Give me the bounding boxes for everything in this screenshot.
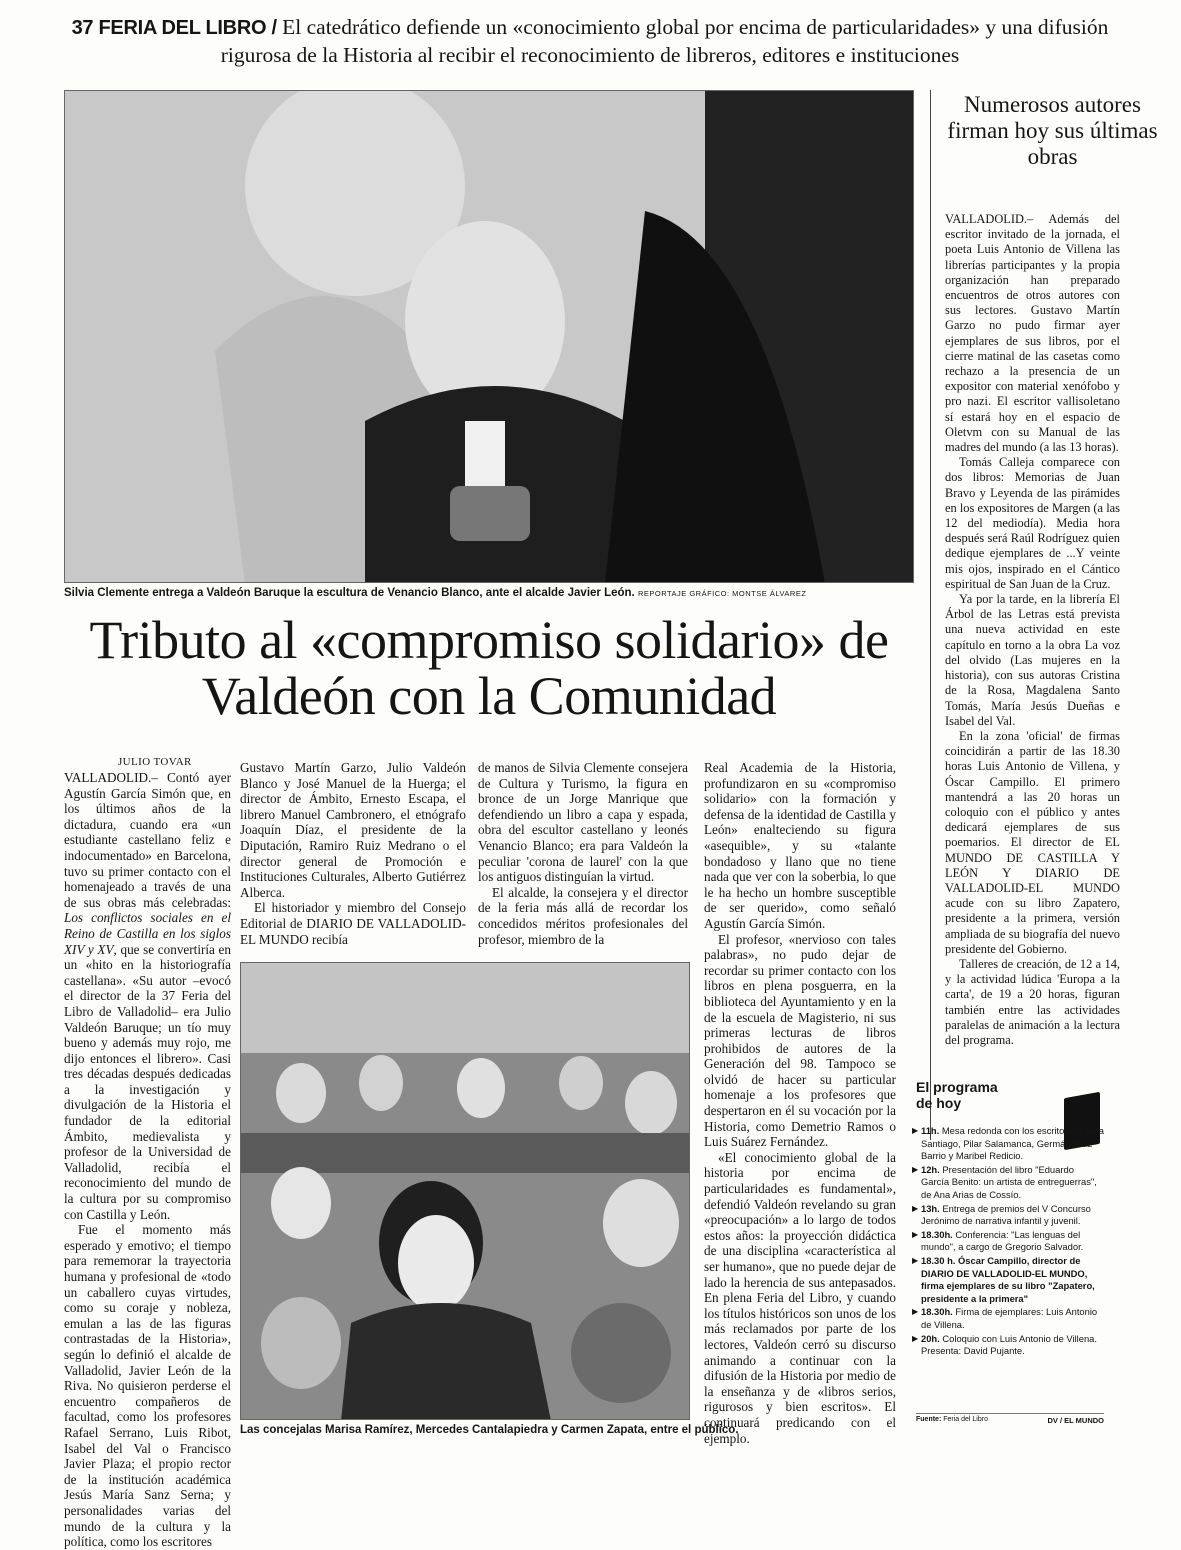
program-box	[912, 1075, 1107, 1435]
section-tag: 37 FERIA DEL LIBRO /	[71, 17, 277, 39]
article-paragraph: «El conocimiento global de la historia por encima de particularidades es fundamental», defendió Valdeón revelando su gran «preocupación» a lo largo de todos estos años: la proyección didáctica de una disciplina «característica al ser humano», que no puede dejar de lado la herencia de sus antepasados. En plena Feria del Libro, y cuando los títulos históricos son unos de los más reclamados por parte de los lectores, Valdeón cerró su discurso animando a continuar con la difusión de la Historia por medio de la enseñanza y de «libros serios, rigurosos y bien escritos». El continuará predicando con el ejemplo.	[704, 1149, 896, 1446]
sidebar-paragraph: En la zona 'oficial' de firmas coincidirán a partir de las 18.30 horas Luis Antonio de Villena, y Óscar Campillo. El primero mantendrá a las 20 horas un coloquio con el público y antes dedicará ejemplares de sus poemarios. El director de EL MUNDO DE CASTILLA Y LEÓN Y DIARIO DE VALLADOLID-EL MUNDO acude con su libro Zapatero, presidente a la primera, versión ampliada de su biografía del nuevo presidente del Gobierno.	[945, 728, 1120, 956]
program-item: ▶ 11h. Mesa redonda con los escritores Elena Santiago, Pilar Salamanca, Germán Díaz Barrio y Maribel Redicio.	[912, 1125, 1104, 1163]
program-list	[912, 1125, 1104, 1359]
award-photo-illustration	[65, 91, 914, 583]
book-title: Los conflictos sociales en el Reino de Castilla en los siglos XIV y XV	[64, 910, 231, 957]
sidebar-title: Numerosos autores firman hoy sus últimas obras	[947, 92, 1158, 169]
program-item: ▶ 18.30h. Conferencia: "Las lenguas del mundo", a cargo de Gregorio Salvador.	[912, 1229, 1104, 1254]
sidebar-divider	[930, 90, 931, 1140]
sidebar-paragraph: Ya por la tarde, en la librería El Árbol de las Letras está prevista una nueva actividad en este capítulo en torno a la obra La voz del olvido (Las mujeres en la historia), con sus autoras Cristina de la Rosa, Magdalena Santo Tomás, María Jesús Dueñas e Isabel del Val.	[945, 592, 1120, 728]
article-column-4	[704, 760, 896, 1446]
article-paragraph: Real Academia de la Historia, profundizaron en su «compromiso solidario» con la formación y defensa de la identidad de Castilla y León» enalteciendo su figura «asequible», y su «talante bondadoso y llano que no tiene nada que ver con la soberbia, lo que le ha hecho un hombre susceptible de ser querido», como señaló Agustín García Simón.	[704, 760, 896, 931]
sidebar-paragraph: Tomás Calleja comparece con dos libros: Memorias de Juan Bravo y Leyenda de las pirámides en los expositores de Margen (a las 12 del mediodía). Media hora después será Raúl Rodríguez quien dedique ejemplares de ...Y veinte mis ojos, inspirado en el Cántico espiritual de San Juan de la Cruz.	[945, 455, 1120, 591]
article-paragraph: de manos de Silvia Clemente consejera de Cultura y Turismo, la figura en bronce de un Jorge Manrique que defendiendo un libro a capa y espada, obra del escultor castellano y leonés Venancio Blanco; era para Valdeón la peculiar 'corona de laurel' con la que los antiguos distinguían la virtud.	[478, 760, 688, 885]
audience-photo-illustration	[241, 963, 690, 1420]
sidebar-body	[945, 212, 1120, 1048]
article-column-2	[240, 760, 466, 947]
audience-photo	[240, 962, 690, 1420]
article-paragraph: Fue el momento más esperado y emotivo; el tiempo para rememorar la trayectoria humana y profesional de «todo un caballero cuyas virtudes, como su coraje y nobleza, emulan a las de las figuras contrastadas de la Historia», según lo definió el alcalde de Valladolid, Javier León de la Riva. No quisieron perderse el encuentro compañeros de facultad, como los profesores Rafael Serrano, Luis Ribot, Isabel del Val o Francisco Javier Plaza; el propio rector de la institución académica Jesús María Sanz Serna; y personalidades varias del mundo de la cultura y la política, como los escritores	[64, 1222, 231, 1550]
article-paragraph: El historiador y miembro del Consejo Editorial de DIARIO DE VALLADOLID-EL MUNDO recibía	[240, 900, 466, 947]
program-footer: Fuente: Feria del Libro DV / EL MUNDO	[916, 1413, 1104, 1425]
article-paragraph: El profesor, «nervioso con tales palabras», no pudo dejar de recordar su primer contacto con los libros en plena posguerra, en la biblioteca del Ayuntamiento y en la de la escuela de Magisterio, ni sus primeras lecturas de libros prohibidos de autores de la Generación del 98. Tampoco se olvidó de hacer su particular homenaje a los profesores que despertaron en él su vocación por la Historia, como Demetrio Ramos o Luis Suárez Fernández.	[704, 931, 896, 1150]
sidebar-paragraph: Talleres de creación, de 12 a 14, y la actividad lúdica 'Europa a la carta', de 19 a 20 horas, figuran también entre las actividades paralelas de animación a la lectura del programa.	[945, 956, 1120, 1047]
article-paragraph: El alcalde, la consejera y el director de la feria más allá de recordar los concedidos méritos profesionales del profesor, miembro de la	[478, 884, 688, 947]
photo-credit: REPORTAJE GRÁFICO: MONTSE ÁLVAREZ	[637, 589, 807, 598]
audience-photo-caption: Las concejalas Marisa Ramírez, Mercedes Cantalapiedra y Carmen Zapata, entre el público.	[240, 1424, 739, 1436]
program-item: ▶ 18.30 h. Óscar Campillo, director de DIARIO DE VALLADOLID-EL MUNDO, firma ejemplares de su libro "Zapatero, presidente a la primera"	[912, 1255, 1104, 1305]
byline: JULIO TOVAR	[118, 756, 192, 768]
program-item: ▶ 18.30h. Firma de ejemplares: Luis Antonio de Villena.	[912, 1306, 1104, 1331]
program-title: El programa de hoy	[916, 1079, 998, 1111]
program-item: ▶ 12h. Presentación del libro "Eduardo García Benito: un artista de entreguerras", de Ana Arias de Cossío.	[912, 1164, 1104, 1202]
sidebar-paragraph: VALLADOLID.– Además del escritor invitado de la jornada, el poeta Luis Antonio de Villena las librerías participantes y la propia organización han preparado encuentros de otros autores con sus lectores. Gustavo Martín Garzo no pudo firmar ayer ejemplares de sus libros, por el cierre matinal de las casetas como rechazo a la presencia de un expositor con material xenófobo y pro nazi. El escritor vallisoletano sí estará hoy en el espacio de Oletvm con su Manual de las madres del mundo (a las 13 horas).	[945, 212, 1120, 455]
program-item: ▶ 20h. Coloquio con Luis Antonio de Villena. Presenta: David Pujante.	[912, 1333, 1104, 1358]
article-paragraph: VALLADOLID.– Contó ayer Agustín García Simón que, en los últimos años de la dictadura, cuando era «un estudiante castellano feliz e indocumentado» en Barcelona, tuvo su primer contacto con el homenajeado a través de una de sus obras más celebradas: Los conflictos sociales en el Reino de Castilla en los siglos XIV y XV, que se convertiría en un «hito en la historiografía castellana». «Su autor –evocó el director de la 37 Feria del Libro de Valladolid– era Julio Valdeón Baruque; un tío muy bueno y además muy rojo, me dijo entonces el librero». Casi tres décadas después dedicadas a la investigación y divulgación de la Historia el fundador de la editorial Ámbito, medievalista y profesor de la Universidad de Valladolid, recibía el reconocimiento del mundo de la cultura por su compromiso con Castilla y León.	[64, 770, 232, 1222]
program-source: Feria del Libro	[943, 1416, 988, 1423]
article-column-3	[478, 760, 688, 947]
program-item: ▶ 13h. Entrega de premios del V Concurso Jerónimo de narrativa infantil y juvenil.	[912, 1203, 1104, 1228]
article-paragraph: Gustavo Martín Garzo, Julio Valdeón Blanco y José Manuel de la Huerga; el director de Ámbito, Ernesto Escapa, el librero Manuel Cambronero, el etnógrafo Joaquín Díaz, el presidente de la Diputación, Ramiro Ruiz Medrano o el director general de Promoción e Instituciones Culturales, Alberto Gutiérrez Alberca.	[240, 760, 466, 900]
kicker-summary: El catedrático defiende un «conocimiento global por encima de particularidades» y una difusión rigurosa de la Historia al recibir el reconocimiento de libreros, editores e instituciones	[220, 15, 1109, 67]
program-brand: DV / EL MUNDO	[1047, 1416, 1104, 1425]
award-photo-caption: Silvia Clemente entrega a Valdeón Baruque la escultura de Venancio Blanco, ante el alcalde Javier León. REPORTAJE GRÁFICO: MONTSE ÁLVAREZ	[64, 587, 807, 599]
award-photo	[64, 90, 914, 583]
headline: Tributo al «compromiso solidario» de Valdeón con la Comunidad	[89, 610, 889, 726]
article-column-1	[64, 770, 231, 1550]
kicker	[40, 14, 1140, 69]
